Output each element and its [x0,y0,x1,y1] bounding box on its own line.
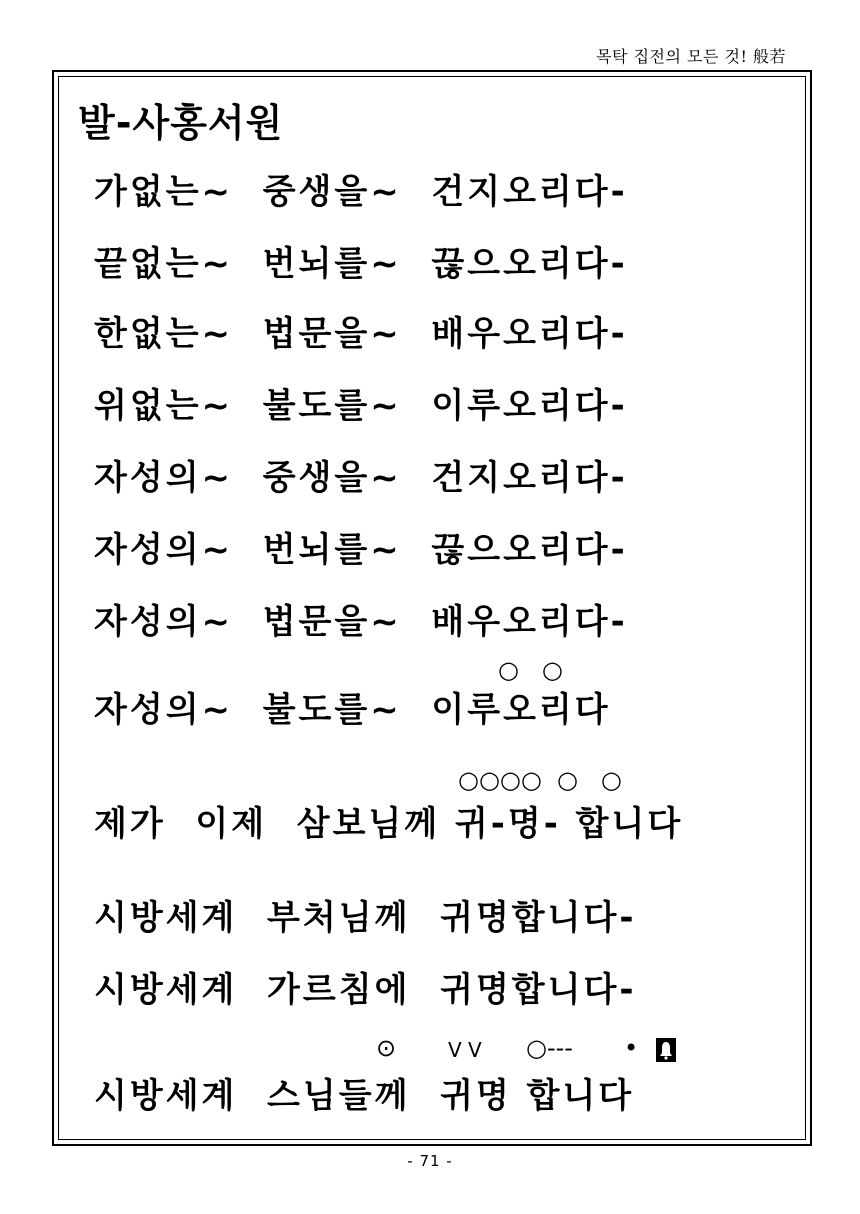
verse8-notation-marks: ○ ○ [498,656,563,684]
refuge-line-3: 시방세계 스님들께 귀명 합니다 [94,1076,635,1116]
refuge-line-1: 시방세계 부처님께 귀명합니다- [94,898,637,938]
verse-line-8: 자성의~ 불도를~ 이루오리다 [94,690,611,730]
refuge-line-2: 시방세계 가르침에 귀명합니다- [94,970,637,1010]
refuge-notation-marks: ○○○○ ○ ○ [458,766,622,794]
page-number: - 71 - [407,1152,453,1170]
refuge-main-line: 제가 이제 삼보님께 귀-명- 합니다 [94,804,684,844]
verse-line-2: 끝없는~ 번뇌를~ 끊으오리다- [94,244,628,284]
v-marks: V V [448,1038,482,1062]
dot-circle-mark: ⊙ [376,1034,397,1062]
circle-dash-mark: ○--- [526,1034,573,1062]
verse-line-7: 자성의~ 법문을~ 배우오리다- [94,602,628,642]
dot-mark: • [624,1034,639,1062]
verse-line-6: 자성의~ 번뇌를~ 끊으오리다- [94,530,628,570]
running-header: 목탁 집전의 모든 것! 般若 [596,47,786,66]
verse-line-4: 위없는~ 불도를~ 이루오리다- [94,386,628,426]
verse-line-1: 가없는~ 중생을~ 건지오리다- [94,172,628,212]
verse-line-5: 자성의~ 중생을~ 건지오리다- [94,458,628,498]
bell-icon [656,1038,676,1062]
verse-line-3: 한없는~ 법문을~ 배우오리다- [94,314,628,354]
section-title: 발-사홍서원 [78,101,284,145]
